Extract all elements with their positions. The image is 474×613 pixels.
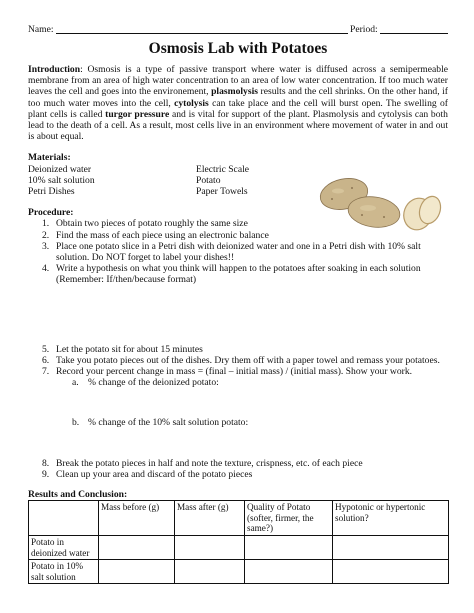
step-text: Record your percent change in mass = (final – initial mass) / (initial mass). Show your work. (56, 366, 413, 378)
results-heading: Results and Conclusion (28, 489, 124, 501)
step-text: Break the potato pieces in half and note the texture, crispness, etc. of each piece (56, 457, 363, 469)
answer-space-b[interactable] (28, 429, 448, 458)
introduction-heading: Introduction (28, 64, 81, 75)
row-label-cell: Potato in deionized water (29, 536, 99, 560)
table-cell[interactable] (333, 560, 449, 584)
page-title: Osmosis Lab with Potatoes (148, 40, 328, 57)
results-table (28, 500, 449, 584)
step-number: 6. (42, 354, 50, 366)
term-plasmolysis: plasmolysis (211, 86, 258, 98)
procedure-steps-5-7 (28, 344, 448, 378)
material-item: Electric Scale (196, 163, 249, 175)
table-header-cell: Hypotonic or hypertonic solution? (333, 501, 449, 536)
step-number: 2. (42, 229, 50, 241)
table-header-cell: Mass after (g) (175, 501, 245, 536)
material-item: Deionized water (28, 163, 92, 175)
table-cell[interactable] (99, 560, 175, 584)
answer-space-a[interactable] (28, 388, 448, 417)
table-header-cell: Quality of Potato (softer, firmer, the same?) (245, 501, 333, 536)
period-label: Period: (350, 24, 378, 35)
step-number: 7. (42, 366, 50, 378)
procedure-section: Procedure: 1. Obtain two pieces of potato roughly the same size 2. Find the mass of each piece using an electronic balance 3. Place one potato slice in a Petri dish with deionized water and one in a Petri dish with 10% salt solution. Do NOT forget to label your dishes!! 4. Write a hypothesis on what you think will happen to the potatoes after soaking in each solution (Remember: If/then/because format) 5. Let the potato sit for about 15 minutes 6. Take you potato pieces out of the dishes. Dry them off with a paper towel and remass your potatoes. 7. Record your percent change in mass = (final – initial mass) / (initial mass). Show your work. a. % change of the deionized potato: b. % change of the 10% salt solution potato: 8. Break the potato pieces in half and note the texture, crispness, etc. of each piece 9. Clean up your area and discard of the potato pieces (28, 207, 448, 480)
table-row (29, 560, 449, 584)
procedure-step (28, 458, 448, 469)
intro-text-2: results and the cell shrinks. On the other hand, if too much water moves into the cell, (28, 86, 448, 109)
table-header-row (29, 501, 449, 536)
table-cell[interactable] (245, 560, 333, 584)
sub-text: % change of the 10% salt solution potato: (88, 417, 249, 429)
material-item: Petri Dishes (28, 186, 75, 198)
material-item: Potato (196, 174, 221, 186)
procedure-heading: Procedure (28, 207, 71, 219)
step-number: 1. (42, 218, 50, 230)
table-header-cell (29, 501, 99, 536)
procedure-step (28, 355, 448, 366)
step-number: 5. (42, 343, 50, 355)
row-label-cell: Potato in 10% salt solution (29, 560, 99, 584)
sub-question-a (28, 377, 448, 388)
table-header-cell: Mass before (g) (99, 501, 175, 536)
step-number: 9. (42, 468, 50, 480)
table-row (29, 536, 449, 560)
term-cytolysis: cytolysis (174, 97, 209, 109)
step-number: 4. (42, 263, 50, 275)
step-text: Obtain two pieces of potato roughly the same size (56, 218, 248, 230)
hypothesis-answer-space[interactable] (28, 286, 448, 344)
procedure-step (28, 218, 448, 229)
table-cell[interactable] (175, 560, 245, 584)
step-text: Write a hypothesis on what you think will happen to the potatoes after soaking in each solution (Remember: If/then/because format) (56, 263, 421, 286)
procedure-step (28, 230, 448, 241)
intro-text-1: : Osmosis is a type of passive transport where water is diffused across a semipermeable membrane from an area of high water concentration to an area of low water concentration. If too much water leaves the cell and goes into the environement, (28, 64, 448, 98)
procedure-step (28, 241, 448, 263)
sub-question-b (28, 417, 448, 428)
term-turgor-pressure: turgor pressure (105, 108, 170, 120)
step-text: Clean up your area and discard of the potato pieces (56, 468, 253, 480)
sub-letter: a. (72, 377, 79, 389)
materials-heading: Materials (28, 152, 68, 164)
worksheet-page (28, 22, 448, 582)
procedure-steps-8-9 (28, 458, 448, 480)
name-field[interactable] (56, 33, 348, 34)
table-cell[interactable] (333, 536, 449, 560)
procedure-step (28, 366, 448, 377)
introduction-paragraph (28, 64, 448, 142)
step-text: Take you potato pieces out of the dishes. Dry them off with a paper towel and remass your potatoes. (56, 354, 440, 366)
procedure-step (28, 344, 448, 355)
sub-letter: b. (72, 417, 80, 429)
procedure-step (28, 469, 448, 480)
step-text: Let the potato sit for about 15 minutes (56, 343, 203, 355)
step-number: 8. (42, 457, 50, 469)
intro-text-4: and is vital for support of the plant. Plasmolysis and cytolysis can both lead to the death of a cell. As a result, most cells live in an environment where movement of water in and out is about equal. (28, 108, 448, 143)
table-cell[interactable] (245, 536, 333, 560)
table-cell[interactable] (99, 536, 175, 560)
procedure-steps-1-4 (28, 218, 448, 285)
name-label: Name: (28, 24, 54, 35)
procedure-step (28, 263, 448, 285)
material-item: 10% salt solution (28, 174, 95, 186)
materials-section: Materials: Deionized water Electric Scale 10% salt solution Potato Petri Dishes Paper Towels (28, 152, 448, 197)
step-text: Find the mass of each piece using an electronic balance (56, 229, 269, 241)
sub-text: % change of the deionized potato: (88, 377, 219, 389)
intro-text-3: can take place and the cell will burst open. The swelling of plant cells is called (28, 97, 448, 120)
results-section: Results and Conclusion: Mass before (g) Mass after (g) Quality of Potato (softer, firmer, the same?) Hypotonic or hypertonic solution? Potato in deionized water Potato in 10% salt solution (28, 489, 448, 500)
step-text: Place one potato slice in a Petri dish with deionized water and one in a Petri dish with 10% salt solution. Do NOT forget to label your dishes!! (56, 240, 421, 264)
step-number: 3. (42, 240, 50, 252)
material-item: Paper Towels (196, 186, 248, 198)
period-field[interactable] (380, 33, 448, 34)
header-row (28, 22, 448, 36)
table-cell[interactable] (175, 536, 245, 560)
